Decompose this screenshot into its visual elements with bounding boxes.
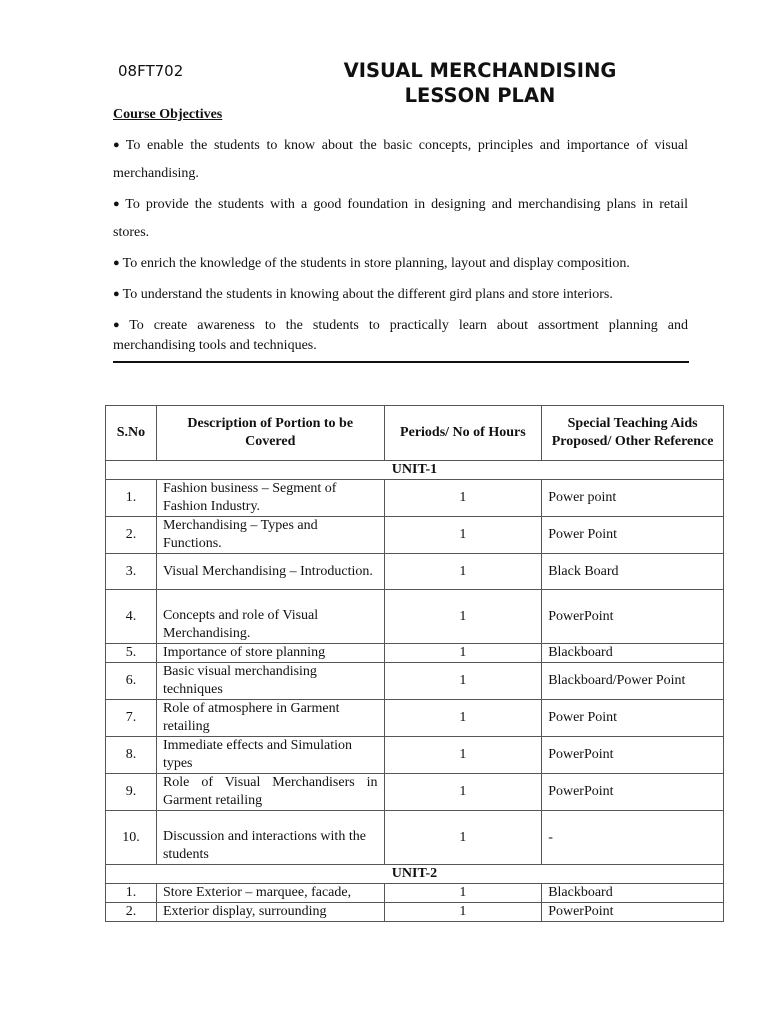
objectives-heading: Course Objectives	[113, 107, 223, 122]
cell-description: Concepts and role of Visual Merchandising.	[156, 590, 384, 644]
cell-description: Merchandising – Types and Functions.	[156, 517, 384, 554]
cell-hours: 1	[384, 663, 542, 700]
cell-hours: 1	[384, 884, 542, 903]
unit-row	[106, 461, 724, 480]
cell-sno: 4.	[106, 590, 157, 644]
cell-hours: 1	[384, 774, 542, 811]
cell-hours: 1	[384, 700, 542, 737]
cell-aid: Power point	[542, 480, 724, 517]
table-row	[106, 737, 724, 774]
title-line-2: LESSON PLAN	[404, 84, 556, 107]
section-divider	[113, 361, 689, 363]
table-row	[106, 517, 724, 554]
header-teaching-aids: Special Teaching Aids Proposed/ Other Reference	[542, 406, 724, 461]
cell-description: Importance of store planning	[156, 644, 384, 663]
unit-row	[106, 865, 724, 884]
cell-description: Immediate effects and Simulation types	[156, 737, 384, 774]
objective-text: To enable the students to know about the basic concepts, principles and importance of visual merchandising.	[113, 138, 688, 181]
table-row	[106, 903, 724, 922]
cell-description: Role of Visual Merchandisers in Garment retailing	[156, 774, 384, 811]
bullet-icon: ●	[113, 319, 127, 331]
cell-aid: Blackboard	[542, 884, 724, 903]
objective-item	[113, 249, 688, 278]
cell-description: Visual Merchandising – Introduction.	[156, 554, 384, 590]
objective-item	[113, 315, 688, 356]
cell-hours: 1	[384, 644, 542, 663]
cell-sno: 3.	[106, 554, 157, 590]
table-header-row	[106, 406, 724, 461]
title-line-1: VISUAL MERCHANDISING	[343, 59, 617, 82]
cell-sno: 9.	[106, 774, 157, 811]
lesson-plan-table	[105, 405, 724, 922]
header-description: Description of Portion to be Covered	[156, 406, 384, 461]
table-row	[106, 774, 724, 811]
cell-hours: 1	[384, 517, 542, 554]
objective-text: To understand the students in knowing about the different gird plans and store interiors.	[122, 287, 613, 302]
table-row	[106, 700, 724, 737]
objective-text: To provide the students with a good foundation in designing and merchandising plans in retail stores.	[113, 197, 688, 240]
header-periods: Periods/ No of Hours	[384, 406, 542, 461]
cell-description: Discussion and interactions with the students	[156, 811, 384, 865]
cell-aid: Power Point	[542, 700, 724, 737]
cell-aid: Power Point	[542, 517, 724, 554]
cell-sno: 1.	[106, 480, 157, 517]
cell-hours: 1	[384, 554, 542, 590]
table-row	[106, 590, 724, 644]
cell-aid: PowerPoint	[542, 737, 724, 774]
cell-hours: 1	[384, 811, 542, 865]
cell-hours: 1	[384, 480, 542, 517]
objective-item	[113, 190, 688, 247]
cell-sno: 6.	[106, 663, 157, 700]
cell-aid: PowerPoint	[542, 903, 724, 922]
unit-1-label: UNIT-1	[106, 461, 724, 480]
cell-hours: 1	[384, 903, 542, 922]
cell-aid: PowerPoint	[542, 774, 724, 811]
table-row	[106, 811, 724, 865]
objectives-list	[113, 131, 688, 358]
cell-aid: -	[542, 811, 724, 865]
bullet-icon: ●	[113, 257, 120, 269]
objective-item	[113, 280, 688, 309]
cell-sno: 1.	[106, 884, 157, 903]
cell-sno: 10.	[106, 811, 157, 865]
cell-description: Exterior display, surrounding	[156, 903, 384, 922]
document-title	[290, 58, 670, 108]
course-code: 08FT702	[118, 62, 184, 80]
header-sno: S.No	[106, 406, 157, 461]
cell-sno: 2.	[106, 517, 157, 554]
cell-aid: Black Board	[542, 554, 724, 590]
objective-item	[113, 131, 688, 188]
unit-2-label: UNIT-2	[106, 865, 724, 884]
cell-description: Fashion business – Segment of Fashion Industry.	[156, 480, 384, 517]
cell-hours: 1	[384, 590, 542, 644]
cell-description: Role of atmosphere in Garment retailing	[156, 700, 384, 737]
objective-text: To create awareness to the students to practically learn about assortment planning and merchandising tools and techniques.	[113, 318, 688, 353]
cell-description: Basic visual merchandising techniques	[156, 663, 384, 700]
objective-text: To enrich the knowledge of the students in store planning, layout and display composition.	[122, 256, 630, 271]
table-row	[106, 554, 724, 590]
table-row	[106, 644, 724, 663]
cell-sno: 5.	[106, 644, 157, 663]
cell-sno: 8.	[106, 737, 157, 774]
table-row	[106, 663, 724, 700]
table-row	[106, 480, 724, 517]
cell-aid: PowerPoint	[542, 590, 724, 644]
bullet-icon: ●	[113, 288, 120, 300]
cell-sno: 2.	[106, 903, 157, 922]
table-row	[106, 884, 724, 903]
bullet-icon: ●	[113, 198, 123, 210]
cell-description: Store Exterior – marquee, facade,	[156, 884, 384, 903]
cell-sno: 7.	[106, 700, 157, 737]
cell-aid: Blackboard	[542, 644, 724, 663]
cell-hours: 1	[384, 737, 542, 774]
bullet-icon: ●	[113, 139, 123, 151]
cell-aid: Blackboard/Power Point	[542, 663, 724, 700]
